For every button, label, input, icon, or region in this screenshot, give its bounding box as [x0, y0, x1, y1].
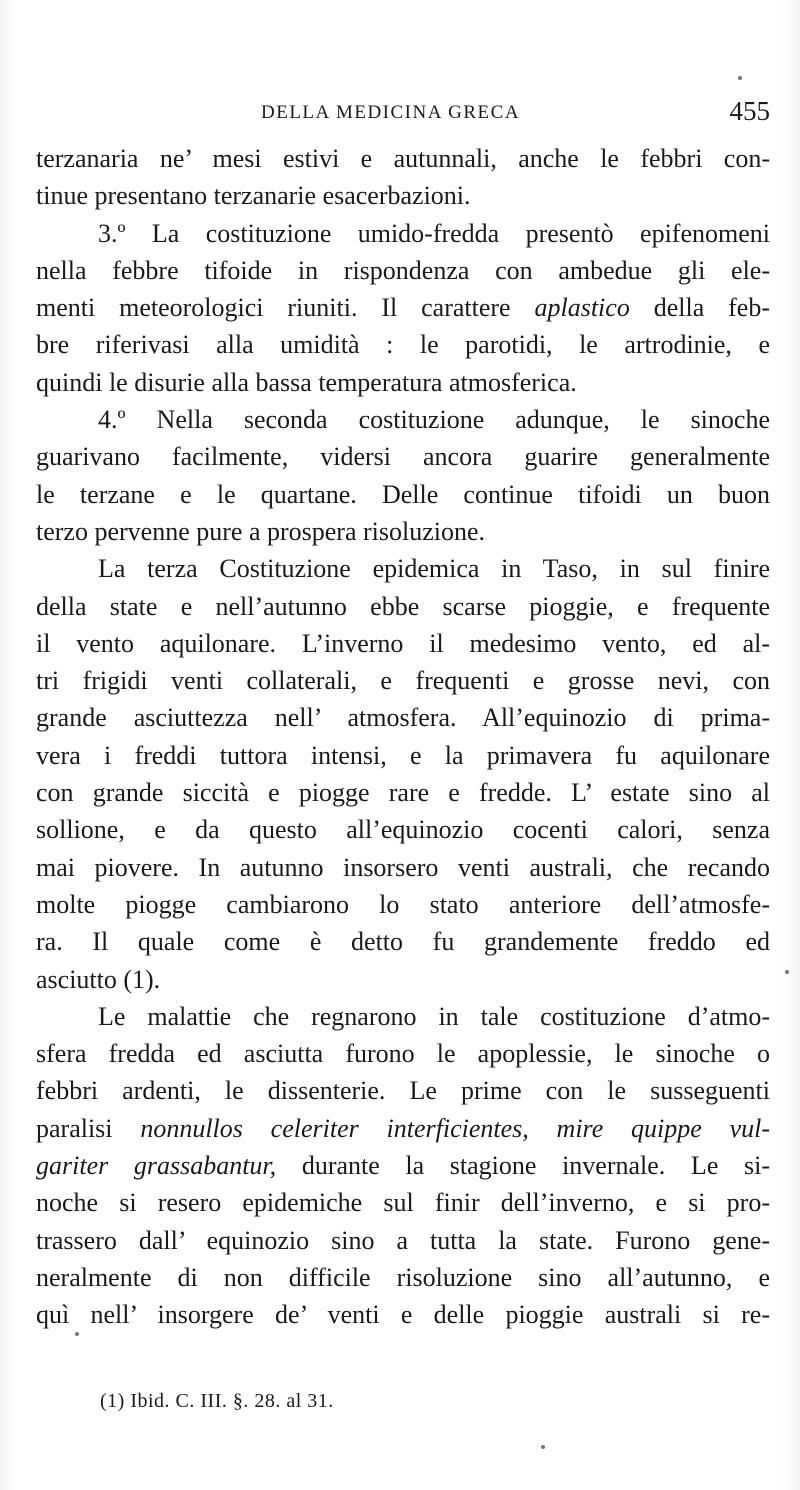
- text-line: tri frigidi venti collaterali, e frequenti e grosse nevi, con: [36, 666, 770, 696]
- text-line: 4.º Nella seconda costituzione adunque, le sinoche: [98, 405, 770, 435]
- latin-quotation: gariter grassabantur,: [36, 1151, 277, 1181]
- text-line: La terza Costituzione epidemica in Taso, in sul finire: [98, 554, 770, 584]
- paper-speck: [541, 1445, 545, 1449]
- text-line: mai piovere. In autunno insorsero venti australi, che recando: [36, 852, 770, 882]
- footnote: (1) Ibid. C. III. §. 28. al 31.: [100, 1390, 334, 1412]
- text-line: quì nell’ insorgere de’ venti e delle pioggie australi si re-: [36, 1300, 770, 1330]
- text-line: sfera fredda ed asciutta furono le apoplessie, le sinoche o: [36, 1039, 770, 1069]
- text-line: 3.º La costituzione umido-fredda presentò epifenomeni: [98, 218, 770, 248]
- paper-speck: [785, 970, 789, 974]
- text-line: quindi le disurie alla bassa temperatura atmosferica.: [36, 367, 577, 397]
- text-line: della state e nell’autunno ebbe scarse pioggie, e frequente: [36, 591, 770, 621]
- text-line: grande asciuttezza nell’ atmosfera. All’equinozio di prima-: [36, 703, 770, 733]
- text-line: [36, 1110, 770, 1147]
- text-line: le terzane e le quartane. Delle continue tifoidi un buon: [36, 479, 770, 509]
- text-line: asciutto (1).: [36, 964, 161, 994]
- text-line: ra. Il quale come è detto fu grandemente freddo ed: [36, 927, 770, 957]
- paper-speck: [738, 76, 742, 80]
- text-line: tinue presentano terzanarie esacerbazioni.: [36, 181, 471, 211]
- text-line: [36, 289, 770, 326]
- text-line: vera i freddi tuttora intensi, e la primavera fu aquilonare: [36, 740, 770, 770]
- text-segment: della feb-: [629, 293, 770, 323]
- text-segment: menti meteorologici riuniti. Il carattere: [36, 293, 535, 323]
- body-text: [36, 140, 770, 1334]
- text-line: febbri ardenti, le dissenterie. Le prime con le susseguenti: [36, 1076, 770, 1106]
- running-title: DELLA MEDICINA GRECA: [261, 102, 521, 123]
- text-line: noche si resero epidemiche sul finir dell’inverno, e si pro-: [36, 1188, 770, 1218]
- text-line: bre riferivasi alla umidità : le parotidi, le artrodinie, e: [36, 330, 770, 360]
- latin-quotation: nonnullos celeriter interficientes, mire quippe vul-: [140, 1113, 771, 1143]
- page-header: [36, 96, 770, 140]
- text-line: terzo pervenne pure a prospera risoluzione.: [36, 516, 486, 546]
- text-line: [36, 1147, 770, 1184]
- text-line: terzanaria ne’ mesi estivi e autunnali, anche le febbri con-: [36, 144, 770, 173]
- italic-term: aplastico: [534, 293, 630, 323]
- text-segment: paralisi: [36, 1113, 113, 1143]
- paper-speck: [75, 1332, 79, 1336]
- text-segment: durante la stagione invernale. Le si-: [301, 1151, 770, 1181]
- text-line: sollione, e da questo all’equinozio cocenti calori, senza: [36, 815, 770, 845]
- page-number: 455: [729, 96, 770, 126]
- text-line: con grande siccità e piogge rare e fredde. L’ estate sino al: [36, 778, 770, 808]
- text-line: guarivano facilmente, vidersi ancora guarire generalmente: [36, 442, 770, 472]
- text-line: Le malattie che regnarono in tale costituzione d’atmo-: [98, 1001, 770, 1031]
- text-line: trassero dall’ equinozio sino a tutta la state. Furono gene-: [36, 1225, 770, 1255]
- text-line: il vento aquilonare. L’inverno il medesimo vento, ed al-: [36, 628, 770, 658]
- text-line: nella febbre tifoide in rispondenza con ambedue gli ele-: [36, 255, 770, 285]
- text-line: molte piogge cambiarono lo stato anteriore dell’atmosfe-: [36, 889, 770, 919]
- text-line: neralmente di non difficile risoluzione sino all’autunno, e: [36, 1262, 770, 1292]
